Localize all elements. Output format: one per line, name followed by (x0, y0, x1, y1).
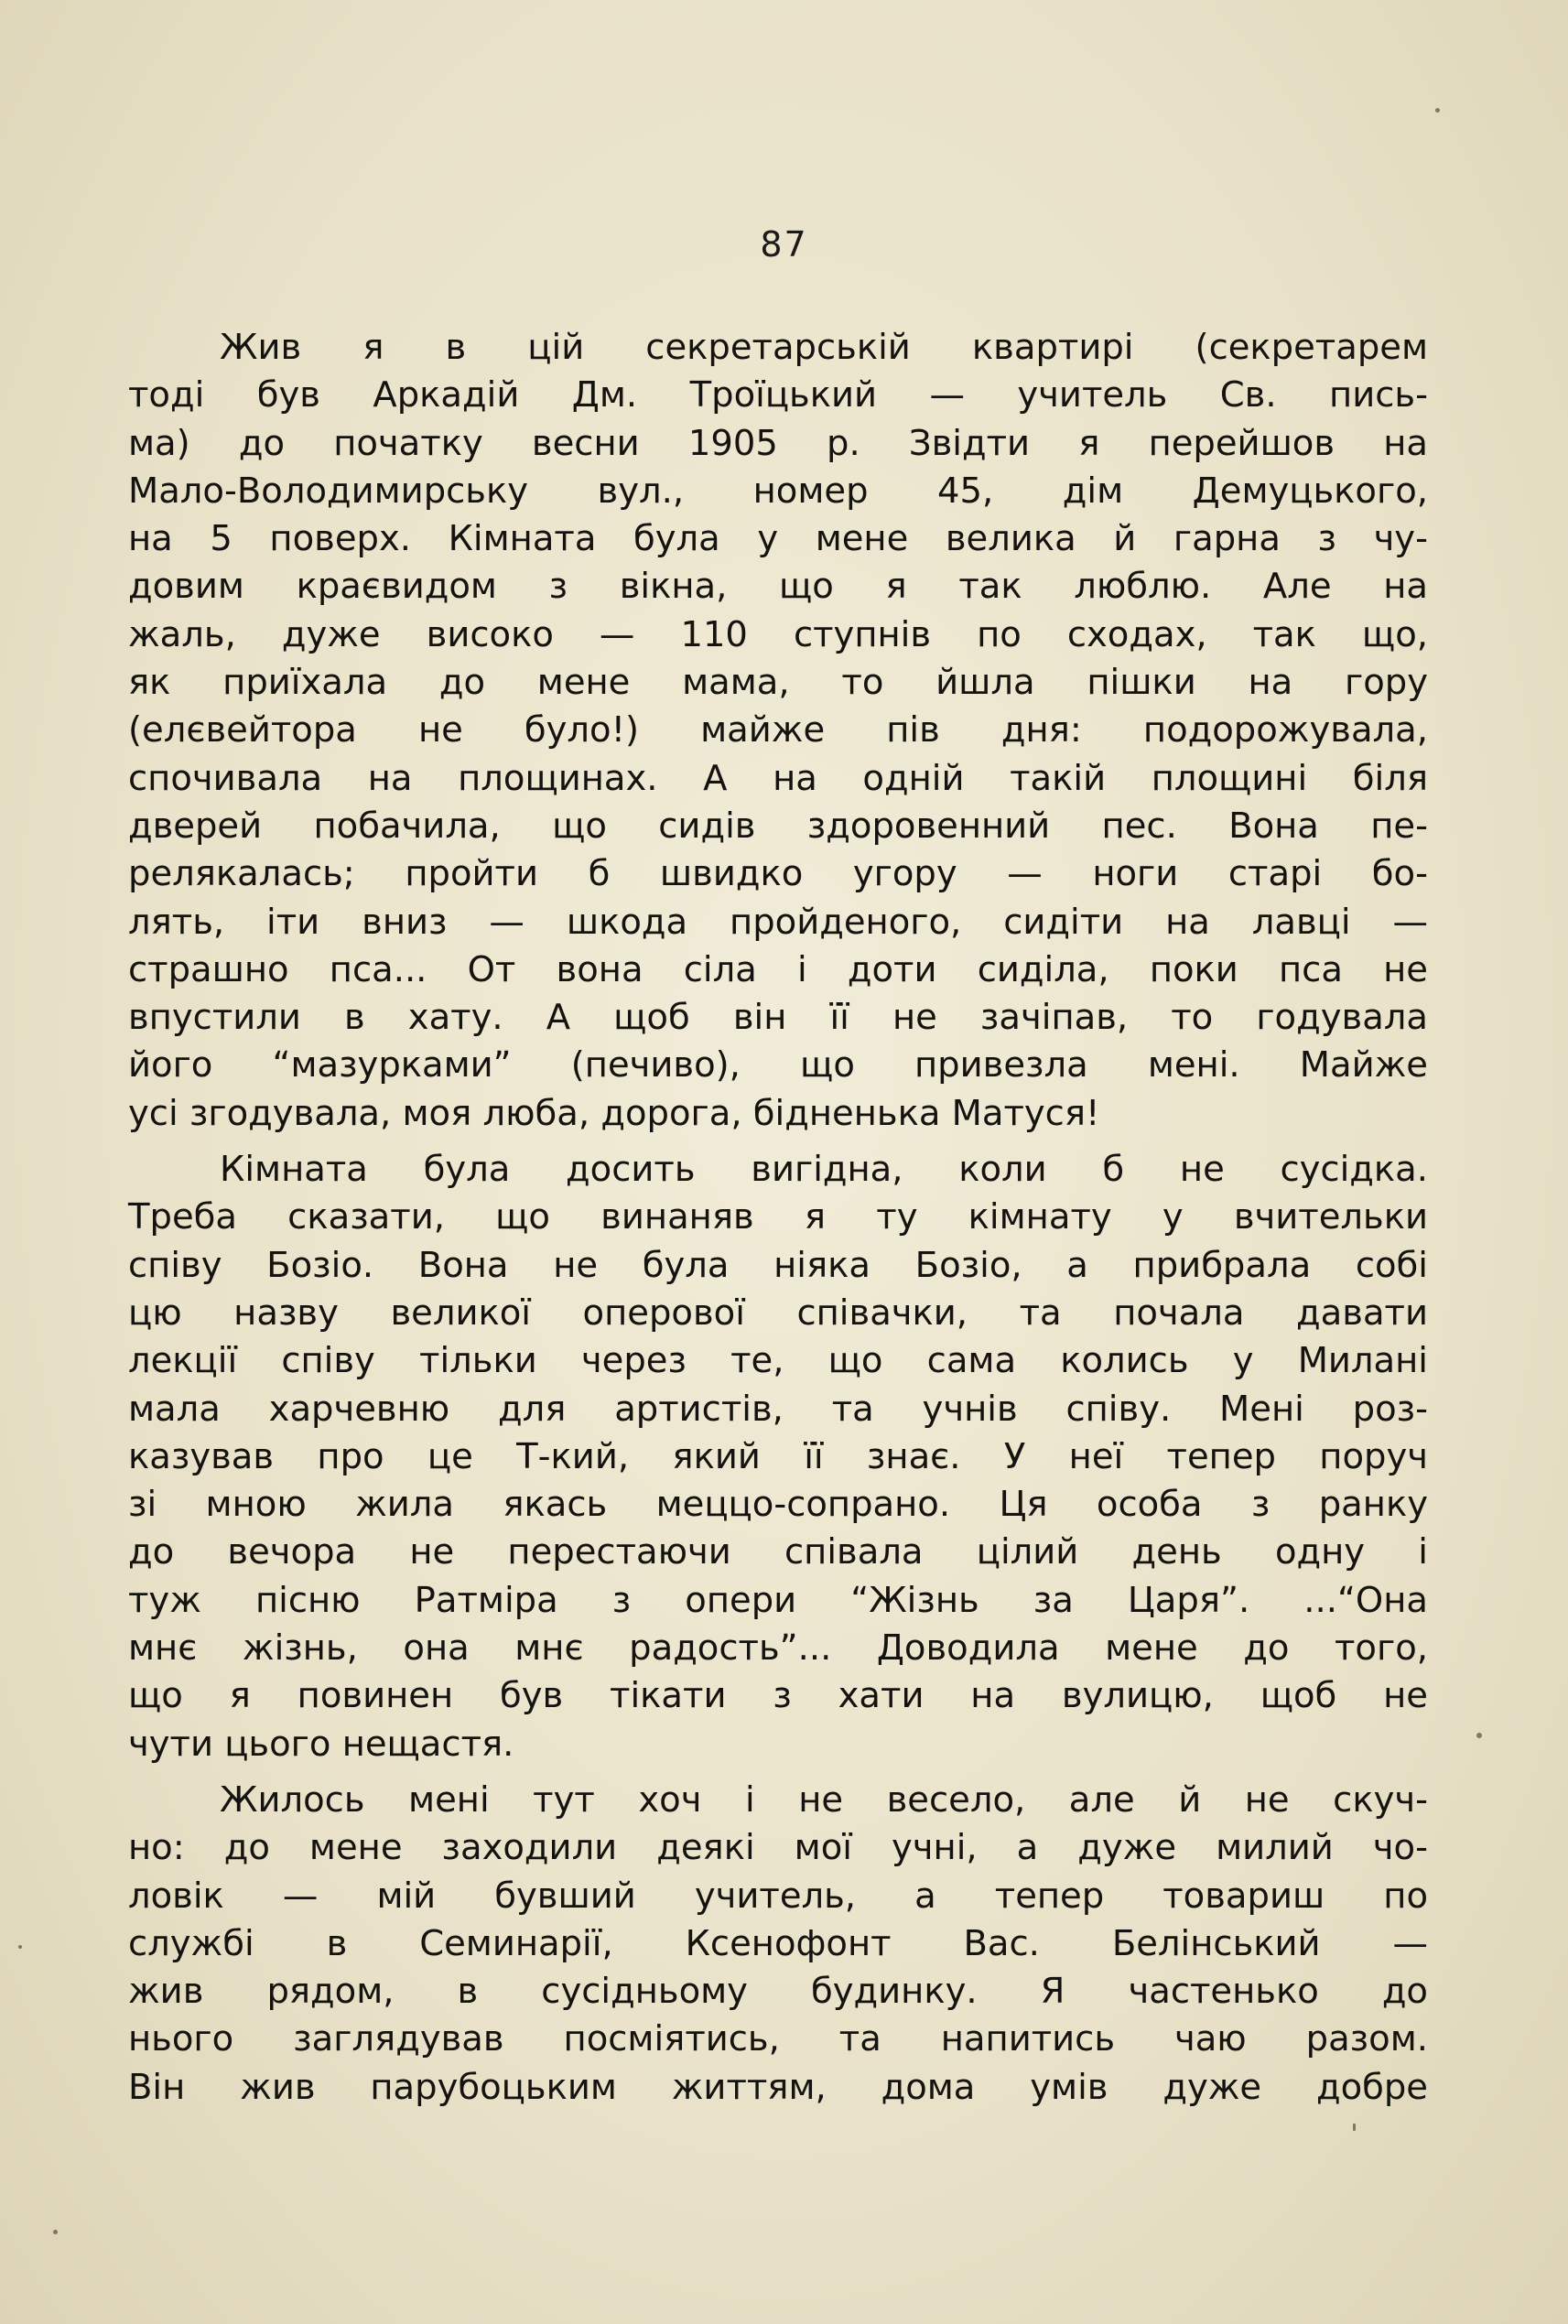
text-line: службі в Семинарії, Ксенофонт Вас. Белінський — (128, 1922, 1428, 1964)
text-line: ма) до початку весни 1905 р. Звідти я перейшов на (128, 422, 1428, 464)
page-number: 87 (760, 224, 808, 265)
text-line: впустили в хату. А щоб він її не зачіпав, то годувала (128, 997, 1428, 1039)
paragraph-2 (128, 1146, 1428, 1768)
text-line: що я повинен був тікати з хати на вулицю, щоб не (128, 1675, 1428, 1717)
text-line: страшно пса... От вона сіла і доти сиділа, поки пса не (128, 948, 1428, 990)
paper-speck (53, 2230, 58, 2234)
paragraph-gap (128, 1138, 1428, 1146)
text-line: цю назву великої оперової співачки, та почала давати (128, 1292, 1428, 1334)
text-line: релякалась; пройти б швидко угору — ноги старі бо- (128, 853, 1428, 895)
text-line: його “мазурками” (печиво), що привезла мені. Майже (128, 1044, 1428, 1086)
text-line: довим краєвидом з вікна, що я так люблю. Але на (128, 566, 1428, 608)
text-line: Мало-Володимирську вул., номер 45, дім Демуцького, (128, 470, 1428, 512)
text-line: співу Бозіо. Вона не була ніяка Бозіо, а прибрала собі (128, 1244, 1428, 1286)
text-line: як приїхала до мене мама, то йшла пішки на гору (128, 662, 1428, 704)
text-line: спочивала на площинах. А на одній такій площині біля (128, 757, 1428, 799)
paragraph-3 (128, 1777, 1428, 2112)
text-line: усі згодувала, моя люба, дорога, бідненька Матуся! (128, 1092, 1100, 1134)
text-line: туж пісню Ратміра з опери “Жізнь за Царя”. ...“Она (128, 1579, 1428, 1621)
page-text (128, 324, 1428, 2112)
text-line: мнє жізнь, она мнє радость”... Доводила мене до того, (128, 1627, 1428, 1670)
text-line: жив рядом, в сусідньому будинку. Я частенько до (128, 1971, 1428, 2013)
text-line: лять, іти вниз — шкода пройденого, сидіти на лавці — (128, 901, 1428, 943)
paragraph-gap (128, 1768, 1428, 1777)
text-line: Жив я в цій секретарській квартирі (секретарем (220, 327, 1428, 368)
text-line: нього заглядував посміятись, та напитись чаю разом. (128, 2018, 1428, 2060)
text-line: мала харчевню для артистів, та учнів співу. Мені роз- (128, 1388, 1428, 1430)
paragraph-1 (128, 324, 1428, 1138)
text-line: казував про це Т-кий, який її знає. У неї тепер поруч (128, 1435, 1428, 1477)
text-line: Він жив парубоцьким життям, дома умів дуже добре (128, 2066, 1428, 2108)
text-line: Кімната була досить вигідна, коли б не сусідка. (220, 1149, 1428, 1191)
text-line: Треба сказати, що винаняв я ту кімнату у вчительки (128, 1196, 1428, 1238)
paper-speck (1435, 108, 1440, 113)
text-line: на 5 поверх. Кімната була у мене велика й гарна з чу- (128, 518, 1428, 560)
paper-speck (1353, 2124, 1356, 2131)
text-line: до вечора не перестаючи співала цілий день одну і (128, 1531, 1428, 1573)
text-line: жаль, дуже високо — 110 ступнів по сходах, так що, (128, 613, 1428, 655)
paper-speck (18, 1945, 22, 1949)
text-line: лекції співу тільки через те, що сама колись у Милані (128, 1340, 1428, 1382)
text-line: дверей побачила, що сидів здоровенний пес. Вона пе- (128, 805, 1428, 847)
paper-speck (1476, 1733, 1482, 1738)
text-line: ловік — мій бувший учитель, а тепер товариш по (128, 1875, 1428, 1917)
text-line: Жилось мені тут хоч і не весело, але й не скуч- (220, 1778, 1428, 1821)
text-line: зі мною жила якась меццо-сопрано. Ця особа з ранку (128, 1484, 1428, 1526)
text-line: (елєвейтора не було!) майже пів дня: подорожувала, (128, 709, 1428, 751)
text-line: но: до мене заходили деякі мої учні, а дуже милий чо- (128, 1827, 1428, 1869)
text-line: чути цього нещастя. (128, 1723, 514, 1765)
text-line: тоді був Аркадій Дм. Троїцький — учитель Св. пись- (128, 374, 1428, 416)
